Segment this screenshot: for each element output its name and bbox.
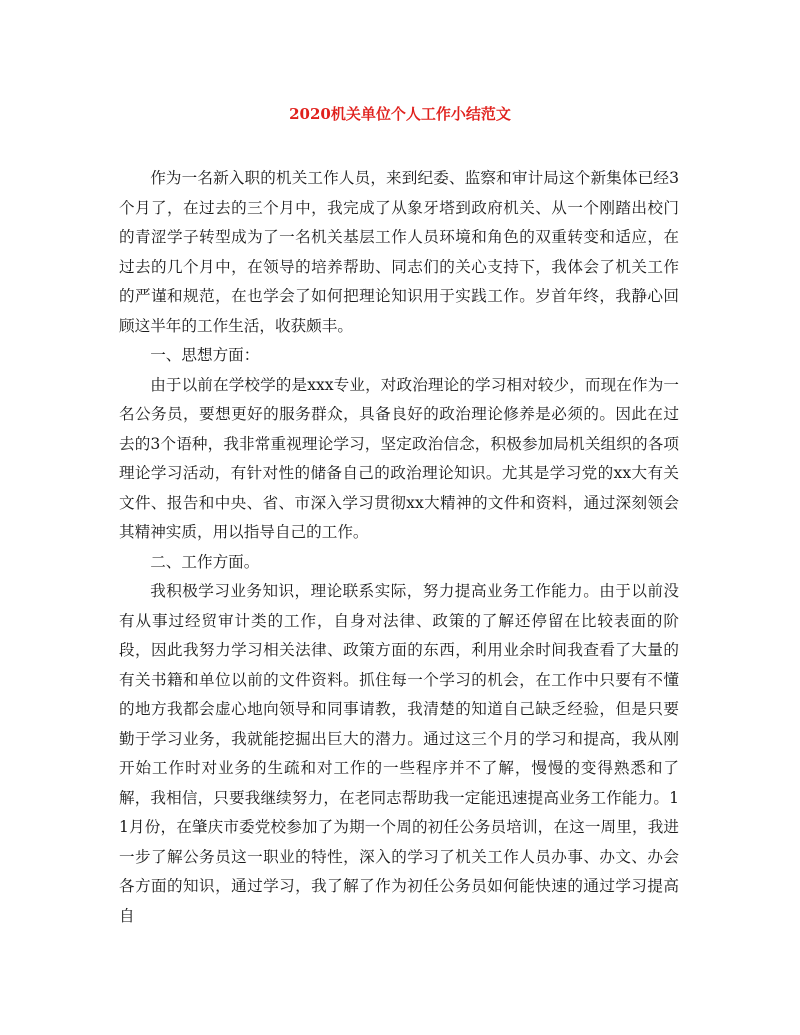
document-title: 2020机关单位个人工作小结范文 [289, 105, 511, 123]
paragraph-intro: 作为一名新入职的机关工作人员，来到纪委、监察和审计局这个新集体已经3个月了，在过去的三个月中，我完成了从象牙塔到政府机关、从一个刚踏出校门的青涩学子转型成为了一名机关基层工作人员环境和角色的双重转变和适应，在过去的几个月中，在领导的培养帮助、同志们的关心支持下，我体会了机关工作的严谨和规范，在也学会了如何把理论知识用于实践工作。岁首年终，我静心回顾这半年的工作生活，收获颇丰。 [119, 169, 679, 335]
section-heading-thought: 一、思想方面： [150, 346, 260, 364]
paragraph-work: 我积极学习业务知识，理论联系实际，努力提高业务工作能力。由于以前没有从事过经贸审计类的工作，自身对法律、政策的了解还停留在比较表面的阶段，因此我努力学习相关法律、政策方面的东西，利用业余时间我查看了大量的有关书籍和单位以前的文件资料。抓住每一个学习的机会，在工作中只要有不懂的地方我都会虚心地向领导和同事请教，我清楚的知道自己缺乏经验，但是只要勤于学习业务，我就能挖掘出巨大的潜力。通过这三个月的学习和提高，我从刚开始工作时对业务的生疏和对工作的一些程序并不了解，慢慢的变得熟悉和了解，我相信，只要我继续努力，在老同志帮助我一定能迅速提高业务工作能力。11月份，在肇庆市委党校参加了为期一个周的初任公务员培训，在这一周里，我进一步了解公务员这一职业的特性，深入的学习了机关工作人员办事、办文、办会各方面的知识，通过学习，我了解了作为初任公务员如何能快速的通过学习提高自 [119, 582, 679, 925]
paragraph-thought: 由于以前在学校学的是xxx专业，对政治理论的学习相对较少，而现在作为一名公务员，要想更好的服务群众，具备良好的政治理论修养是必须的。因此在过去的3个语种，我非常重视理论学习，坚定政治信念，积极参加局机关组织的各项理论学习活动，有针对性的储备自己的政治理论知识。尤其是学习党的xx大有关文件、报告和中央、省、市深入学习贯彻xx大精神的文件和资料，通过深刻领会其精神实质，用以指导自己的工作。 [119, 375, 679, 541]
document-body [119, 164, 679, 931]
section-heading-work: 二、工作方面。 [150, 552, 260, 571]
